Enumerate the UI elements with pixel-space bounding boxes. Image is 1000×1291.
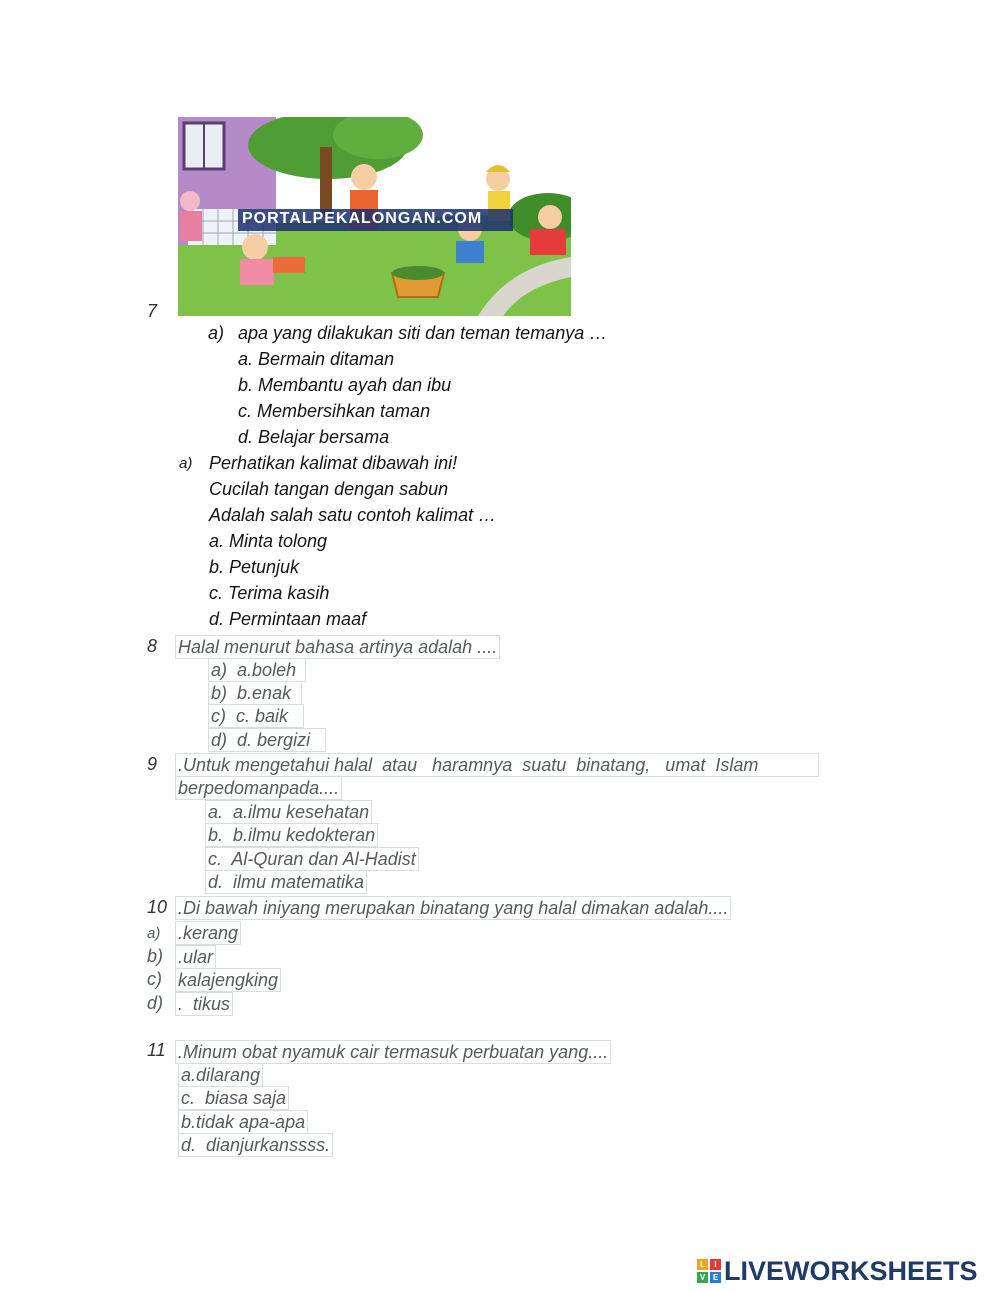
q8-option-d-text: d. bergizi <box>237 730 311 750</box>
q9-option-c-marker: c. <box>208 849 223 869</box>
q7b-option-b[interactable]: b. Petunjuk <box>209 557 300 577</box>
q8-option-d-marker: d) <box>211 730 228 750</box>
q9-option-c-text: Al-Quran dan Al-Hadist <box>231 849 416 869</box>
logo-letter-e: E <box>710 1272 721 1283</box>
q8-option-c-marker: c) <box>211 706 226 726</box>
logo-letter-l: L <box>697 1259 708 1270</box>
q7a-marker: a) <box>208 323 225 343</box>
q8-option-a[interactable] <box>208 658 306 682</box>
logo-icon <box>697 1259 721 1283</box>
q11-option-4[interactable]: d. dianjurkanssss. <box>178 1133 333 1157</box>
q8-option-b-marker: b) <box>211 683 228 703</box>
q9-option-b-text: b.ilmu kedokteran <box>233 825 376 845</box>
q7a-option-a[interactable]: a. Bermain ditaman <box>238 349 395 369</box>
q7a-option-b[interactable]: b. Membantu ayah dan ibu <box>238 375 452 395</box>
q8-option-b[interactable] <box>208 681 302 705</box>
question-8-number: 8 <box>147 636 158 656</box>
garden-illustration <box>178 117 571 316</box>
q8-option-a-marker: a) <box>211 660 228 680</box>
q11-option-3[interactable]: b.tidak apa-apa <box>178 1110 308 1134</box>
q10-option-c[interactable]: kalajengking <box>175 968 281 992</box>
q10-option-b-marker: b) <box>147 946 164 966</box>
logo-text: LIVEWORKSHEETS <box>724 1255 978 1286</box>
q11-question: .Minum obat nyamuk cair termasuk perbuatan yang.... <box>175 1040 611 1064</box>
q9-option-d-marker: d. <box>208 872 224 892</box>
q8-question: Halal menurut bahasa artinya adalah .... <box>175 635 500 659</box>
question-9-number: 9 <box>147 754 158 774</box>
q7b-line-1: Perhatikan kalimat dibawah ini! <box>209 453 458 473</box>
q9-option-c[interactable] <box>205 847 419 871</box>
q7a-question: apa yang dilakukan siti dan teman temanya … <box>238 323 608 343</box>
question-11-number: 11 <box>147 1040 166 1060</box>
q7b-option-d[interactable]: d. Permintaan maaf <box>209 609 367 629</box>
q7b-line-3: Adalah salah satu contoh kalimat … <box>209 505 497 525</box>
q10-option-a[interactable]: .kerang <box>175 921 241 945</box>
q10-option-a-marker: a) <box>147 925 161 942</box>
q8-option-a-text: a.boleh <box>237 660 297 680</box>
q9-option-a[interactable] <box>205 800 372 824</box>
q7b-option-a[interactable]: a. Minta tolong <box>209 531 328 551</box>
q8-option-c[interactable] <box>208 704 304 728</box>
q9-option-d-text: ilmu matematika <box>233 872 365 892</box>
q9-question-line-2: berpedomanpada.... <box>175 776 342 800</box>
logo-letter-v: V <box>697 1272 708 1283</box>
q10-option-d[interactable]: . tikus <box>175 992 233 1016</box>
q7b-option-c[interactable]: c. Terima kasih <box>209 583 330 603</box>
q10-option-c-marker: c) <box>147 969 162 989</box>
q7a-option-d[interactable]: d. Belajar bersama <box>238 427 390 447</box>
q9-option-a-text: a.ilmu kesehatan <box>233 802 370 822</box>
q8-option-c-text: c. baik <box>236 706 289 726</box>
q9-option-d[interactable] <box>205 870 367 894</box>
watermark-text: PORTALPEKALONGAN.COM <box>242 210 483 227</box>
q10-option-b[interactable]: .ular <box>175 945 216 969</box>
q7b-marker: a) <box>179 455 193 472</box>
question-7-number: 7 <box>147 301 158 321</box>
logo-letter-i: I <box>710 1259 721 1270</box>
q10-question: .Di bawah iniyang merupakan binatang yang halal dimakan adalah.... <box>175 896 731 920</box>
q9-option-b-marker: b. <box>208 825 224 845</box>
q8-option-b-text: b.enak <box>237 683 292 703</box>
q11-option-2[interactable]: c. biasa saja <box>178 1086 289 1110</box>
q8-option-d[interactable] <box>208 728 326 752</box>
q7b-line-2: Cucilah tangan dengan sabun <box>209 479 449 499</box>
q9-option-a-marker: a. <box>208 802 224 822</box>
q7a-option-c[interactable]: c. Membersihkan taman <box>238 401 431 421</box>
q9-option-b[interactable] <box>205 823 378 847</box>
liveworksheets-logo <box>697 1256 978 1286</box>
q9-question-line-1: .Untuk mengetahui halal atau haramnya suatu binatang, umat Islam <box>175 753 819 777</box>
q11-option-1[interactable]: a.dilarang <box>178 1063 263 1087</box>
q10-option-d-marker: d) <box>147 993 164 1013</box>
question-10-number: 10 <box>147 897 168 917</box>
